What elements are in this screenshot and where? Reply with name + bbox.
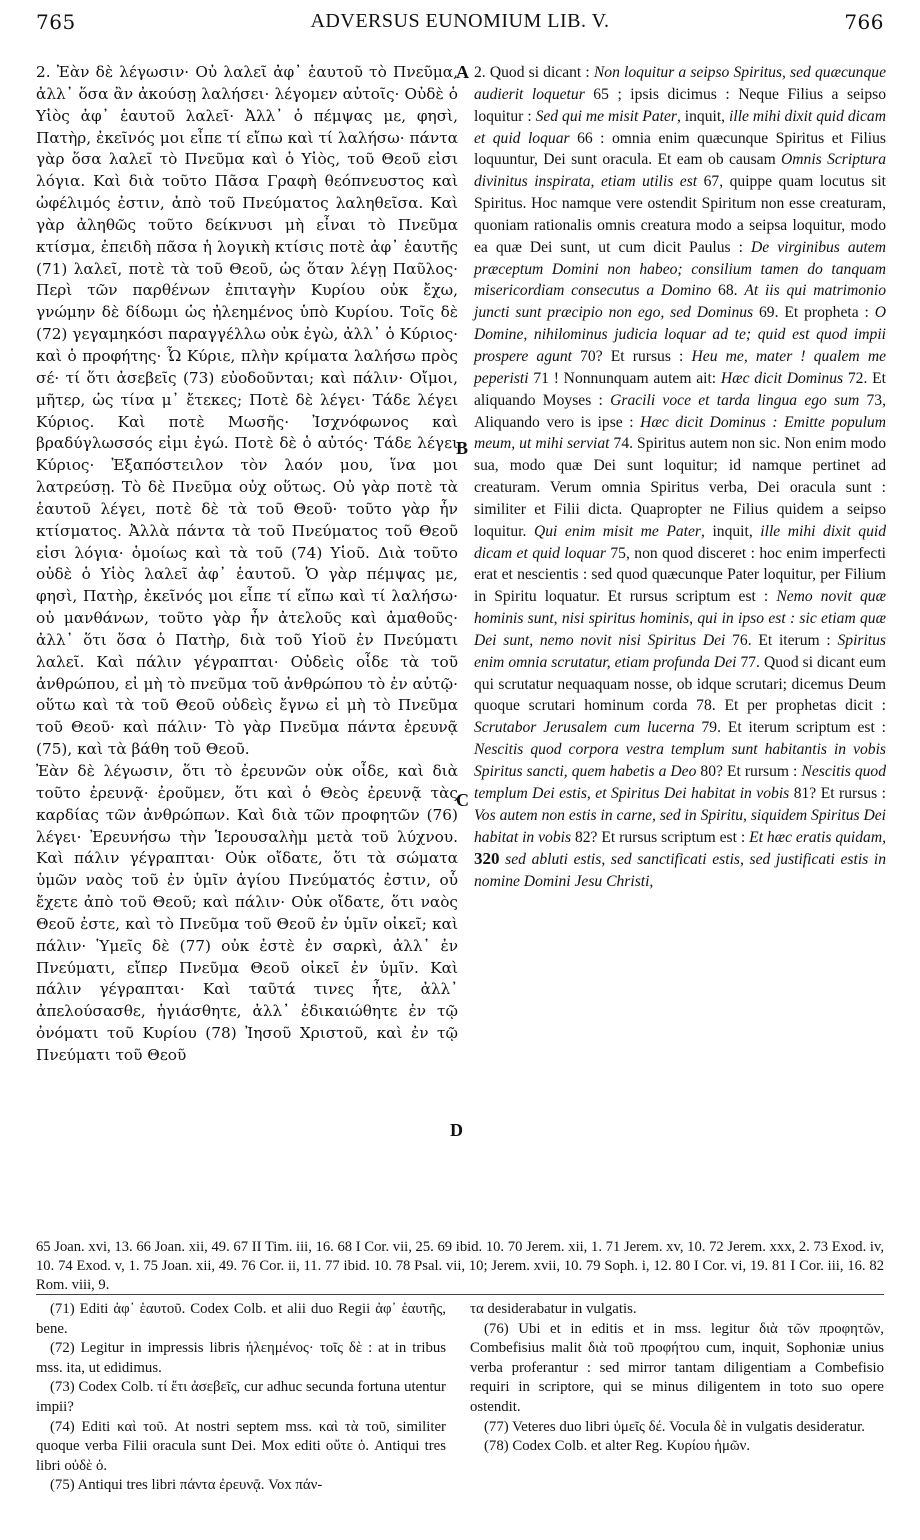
footnote: (78) Codex Colb. et alter Reg. Κυρίου ἡμῶν. [484, 1438, 751, 1455]
quote-run: ille mihi dixit quid dicam et quid loquar [474, 522, 887, 562]
margin-page-number: 320 [474, 849, 500, 869]
footnote: (71) Editi ἀφ᾽ ἑαυτοῦ. Codex Colb. et alii duo Regii ἀφ᾽ ἑαυτῆς, bene. [36, 1301, 446, 1337]
footnotes-right [470, 1300, 884, 1457]
text-run: 76. Et iterum : [725, 631, 838, 649]
text-run: 72. Et aliquando Moyses : [474, 369, 886, 409]
quote-run: Et hæc eratis quidam, [749, 828, 887, 846]
text-run: 73, Aliquando vero is ipse : [474, 391, 886, 431]
footnote: (76) Ubi et in editis et in mss. legitur διὰ τῶν προφητῶν, Combefisius malit διὰ τοῦ προφήτου cum, inquit, Sophoniæ unius verba proferantur : sed mirror tantam diligentiam a Combefisio requiri in scriptore, qui se minus diligentem in toto suo opere ostendit. [470, 1320, 884, 1415]
running-title: ADVERSUS EUNOMIUM LIB. V. [310, 10, 610, 32]
text-run: 74. Spiritus autem non sic. Non enim modo sua, modo quæ Dei sunt loquitur; id namque pertinet ad creaturam. Verum omnia Spiritus verba, Dei oracula sunt : similiter et Filii dicta. Quapropter ne Filius quidem a seipso loquitur. [474, 435, 886, 540]
greek-paragraph: 2. Ἐὰν δὲ λέγωσιν· Οὐ λαλεῖ ἀφ᾽ ἑαυτοῦ τὸ Πνεῦμα, ἀλλ᾽ ὅσα ἂν ἀκούσῃ λαλήσει· λέγομεν αὐτοῖς· Οὐδὲ ὁ Υἱὸς ἀφ᾽ ἑαυτοῦ λαλεῖ· Ἀλλ᾽ ὁ πέμψας με, φησὶ, Πατὴρ, ἐκεῖνός μοι εἶπε τί εἴπω καὶ τί λαλήσω· πάντα γὰρ ὅσα λαλεῖ τὸ Πνεῦμα καὶ ὁ Υἱὸς, τοῦ Θεοῦ εἰσι λόγια. Καὶ διὰ τοῦτο Πᾶσα Γραφὴ θεόπνευστος καὶ ὠφέλιμός ἐστιν, ἀπὸ τοῦ Πνεύματος λαληθεῖσα. Καὶ γὰρ ἀληθῶς τοῦτο δείκνυσι μὴ εἶναι τὸ Πνεῦμα κτίσμα, ἐπειδὴ πᾶσα ἡ λογικὴ κτίσις ποτὲ ἀφ᾽ ἑαυτῆς (71) λαλεῖ, ποτὲ τὰ τοῦ Θεοῦ, ὡς ὅταν λέγῃ Παῦλος· Περὶ τῶν παρθένων ἐπιταγὴν Κυρίου οὐκ ἔχω, γνώμην δὲ δίδωμι ὡς ἠλεημένος ὑπὸ Κυρίου. Τοῖς δὲ (72) γεγαμηκόσι παραγγέλλω οὐκ ἐγὼ, ἀλλ᾽ ὁ Κύριος· καὶ ὁ προφήτης· Ὦ Κύριε, πλὴν κρίματα λαλήσω πρὸς σέ· τί ὅτι ἀσεβεῖς (73) εὐοδοῦνται; καὶ πάλιν· Οἴμοι, μῆτερ, ὡς τίνα μ᾽ ἔτεκες; Ποτὲ δὲ λέγει· Τάδε λέγει Κύριος. Καὶ ποτὲ Μωσῆς· Ἰσχνόφωνος καὶ βραδύγλωσσός εἰμι ἐγώ. Ποτὲ δὲ ὁ αὐτός· Τάδε λέγει Κύριος· Ἐξαπόστειλον τὸν λαόν μου, ἵνα μοι λατρεύσῃ. Τὸ δὲ Πνεῦμα οὐχ οὕτως. Οὐ γὰρ ποτὲ τὰ ἑαυτοῦ λέγει, ποτὲ δὲ τὰ τοῦ Θεοῦ· τοῦτο γὰρ ἦν κτίσματος. Ἀλλὰ πάντα τὰ τοῦ Πνεύματος τοῦ Θεοῦ εἰσι λόγια· ὁμοίως καὶ τὰ τοῦ (74) Υἱοῦ. Διὰ τοῦτο οὐδὲ ὁ Υἱὸς λαλεῖ ἀφ᾽ ἑαυτοῦ. Ὁ γὰρ πέμψας με, φησὶ, Πατὴρ, ἐκεῖνός μοι εἶπε τί εἴπω καὶ τί λαλήσω· οὐ μανθάνων, τοῦτο γὰρ ἦν ἀτελοῦς καὶ ἀμαθοῦς· ἀλλ᾽ ὅτι ὅσα ὁ Πατὴρ, διὰ τοῦ Υἱοῦ ἐν Πνεύματι λαλεῖ. Καὶ πάλιν γέγραπται· Οὐδεὶς οἶδε τὰ τοῦ ἀνθρώπου, εἰ μὴ τὸ πνεῦμα τοῦ ἀνθρώπου τὸ ἐν αὐτῷ· οὕτω καὶ τὰ τοῦ Θεοῦ οὐδεὶς ἔγνω εἰ μὴ τὸ Πνεῦμα τοῦ Θεοῦ· καὶ πάλιν· Τὸ γὰρ Πνεῦμα πάντα ἐρευνᾷ (75), καὶ τὰ βάθη τοῦ Θεοῦ. [36, 63, 458, 759]
quote-run: Non loquitur a seipso Spiritus, sed quæcunque audierit loquetur [474, 64, 886, 103]
quote-run: Nescitis quod corpora vestra templum sunt habitantis in vobis Spiritus sancti, quem habetis a Deo [474, 741, 886, 780]
footnote: τα desiderabatur in vulgatis. [470, 1301, 637, 1317]
quote-run: At iis qui matrimonio juncti sunt præcipio non ego, sed Dominus [474, 282, 886, 322]
quote-run: Heu me, mater ! qualem me peperisti [474, 347, 886, 387]
section-marker-a: A [456, 62, 469, 82]
references-text: 65 Joan. xvi, 13. 66 Joan. xii, 49. 67 II Tim. iii, 16. 68 I Cor. vii, 25. 69 ibid. 10. 70 Jerem. xii, 1. 71 Jerem. xv, 10. 72 Jerem. xxx, 2. 73 Exod. iv, 10. 74 Exod. v, 1. 75 Joan. xii, 49. 76 Cor. ii, 11. 77 ibid. 10. 78 Psal. vii, 10; Jerem. xvii, 10. 79 Soph. i, 12. 80 I Cor. vi, 19. 81 I Cor. iii, 16. 82 Rom. viii, 9. [36, 1239, 884, 1293]
text-run: 69. Et propheta : [753, 304, 875, 322]
footnote: (72) Legitur in impressis libris ἠλεημένος· τοῖς δὲ : at in tribus mss. ita, ut edidimus. [36, 1340, 446, 1376]
footnotes-left [36, 1300, 446, 1496]
scripture-references [36, 1238, 884, 1295]
text-run: 65 ; ipsis dicimus : Neque Filius a seipso loquitur : [474, 85, 886, 125]
latin-paragraph [474, 62, 886, 893]
text-run: 70? Et rursus : [571, 347, 692, 365]
text-run: , inquit, [701, 522, 761, 540]
text-run: 80? Et rursum : [696, 763, 802, 780]
quote-run: Omnis Scriptura divinitus inspirata, etiam utilis est [474, 151, 886, 191]
quote-run: Sed qui me misit Pater [535, 107, 677, 125]
footnote-divider [36, 1294, 884, 1295]
quote-run: De virginibus autem præceptum Domini non habeo; consilium tamen do tanquam misericordiam consecutus a Domino [474, 238, 886, 300]
text-run: 77. Quod si dicant eum qui scrutatur nequaquam nosse, ob idque scrutari; dicemus Deum quoque scrutari hominum corda 78. Et per prophetas dicit : [474, 653, 886, 715]
page-number-right: 766 [844, 10, 884, 34]
greek-column [36, 62, 458, 1067]
running-header [36, 10, 884, 46]
quote-run: Qui enim misit me Pater [533, 522, 702, 540]
footnote: (75) Antiqui tres libri πάντα ἐρευνᾷ. Vox πάν- [50, 1477, 323, 1494]
text-run: 82? Et rursus scriptum est : [571, 828, 750, 846]
quote-run: Scrutabor Jerusalem cum lucerna [474, 719, 695, 737]
quote-run: Vos autem non estis in carne, sed in Spiritu, siquidem Spiritus Dei habitat in vobis [474, 806, 886, 846]
footnote: (73) Codex Colb. τί ἔτι ἀσεβεῖς, cur adhuc secunda fortuna utentur impii? [36, 1379, 446, 1415]
text-run: 75, non quod disceret : hoc enim imperfecti erat et nescientis : sed quod quæcunque Pater loquitur, per Filium in Spiritu loquatur. Et rursus scriptum est : [474, 544, 886, 606]
quote-run: O Domine, nihilominus judicia loquar ad te; quid est quod impii prospere agunt [474, 304, 887, 365]
section-marker-d: D [450, 1120, 463, 1140]
quote-run: Nescitis quod templum Dei estis, et Spiritus Dei habitat in vobis [474, 763, 887, 802]
text-run: 66 : omnia enim quæcunque Spiritus et Filius loquuntur, Dei sunt oracula. Et eam ob causam [474, 129, 886, 169]
quote-run: Hæc dicit Dominus [720, 369, 844, 387]
quote-run: Spiritus enim omnia scrutatur, etiam profunda Dei [474, 631, 886, 671]
quote-run: ille mihi dixit quid dicam et quid loquar [474, 107, 886, 147]
text-run: 71 ! Nonnunquam autem ait: [528, 369, 721, 387]
text-run: 68. [711, 282, 745, 300]
text-run: 79. Et iterum scriptum est : [694, 719, 886, 737]
quote-run: sed abluti estis, sed sanctificati estis, sed justificati estis in nomine Domini Jesu Christi, [474, 851, 886, 891]
footnote: (74) Editi καὶ τοῦ. At nostri septem mss. καὶ τὰ τοῦ, similiter quoque verba Filii oracula sunt Dei. Mox editi οὔτε ὁ. Antiqui tres libri οὐδὲ ὁ. [36, 1418, 446, 1474]
section-marker-c: C [456, 790, 469, 810]
quote-run: Hæc dicit Dominus : Emitte populum meum, ut mihi serviat [474, 413, 886, 453]
greek-paragraph: Ἐὰν δὲ λέγωσιν, ὅτι τὸ ἐρευνῶν οὐκ οἶδε, καὶ διὰ τοῦτο ἐρευνᾷ· ἐροῦμεν, ὅτι καὶ ὁ Θεὸς ἐρευνᾷ τὰς καρδίας τῶν ἀνθρώπων. Καὶ διὰ τῶν προφητῶν (76) λέγει· Ἐρευνήσω τὴν Ἱερουσαλὴμ μετὰ τοῦ λύχνου. Καὶ πάλιν γέγραπται· Οὐκ οἴδατε, ὅτι τὰ σώματα ὑμῶν ναὸς τοῦ ἐν ὑμῖν ἁγίου Πνεύματός ἐστιν, οὗ ἔχετε ἀπὸ τοῦ Θεοῦ; καὶ πάλιν· Οὐκ οἴδατε, ὅτι ναὸς Θεοῦ ἐστε, καὶ τὸ Πνεῦμα τοῦ Θεοῦ ἐν ὑμῖν οἰκεῖ; καὶ πάλιν· Ὑμεῖς δὲ (77) οὐκ ἐστὲ ἐν σαρκὶ, ἀλλ᾽ ἐν Πνεύματι, εἴπερ Πνεῦμα Θεοῦ οἰκεῖ ἐν ὑμῖν. Καὶ πάλιν γέγραπται· Καὶ ταῦτά τινες ἦτε, ἀλλ᾽ ἀπελούσασθε, ἡγιάσθητε, ἀλλ᾽ ἐδικαιώθητε ἐν τῷ ὀνόματι τοῦ Κυρίου (78) Ἰησοῦ Χριστοῦ, καὶ ἐν τῷ Πνεύματι τοῦ Θεοῦ [36, 762, 458, 1064]
latin-column [474, 62, 886, 893]
section-marker-b: B [456, 438, 469, 458]
text-run: , inquit, [676, 107, 730, 125]
footnote: (77) Veteres duo libri ὑμεῖς δέ. Vocula δὲ in vulgatis desideratur. [484, 1418, 865, 1435]
quote-run: Gracili voce et tarda lingua ego sum [610, 391, 860, 409]
quote-run: Nemo novit quæ hominis sunt, nisi spiritus hominis, qui in ipso est : sic etiam quæ Dei sunt, nemo novit nisi Spiritus Dei [474, 588, 886, 649]
page-number-left: 765 [36, 10, 76, 34]
text-run: 81? Et rursus : [789, 784, 886, 802]
text-run: 67, quippe quam locutus sit Spiritus. Hoc namque vere ostendit Spiritum non esse creaturam, quoniam rationalis omnis creatura modo a seipsa loquitur, modo ea quæ Dei sunt, ut cum dicit Paulus : [474, 173, 886, 256]
text-run: 2. Quod si dicant : [474, 64, 594, 81]
